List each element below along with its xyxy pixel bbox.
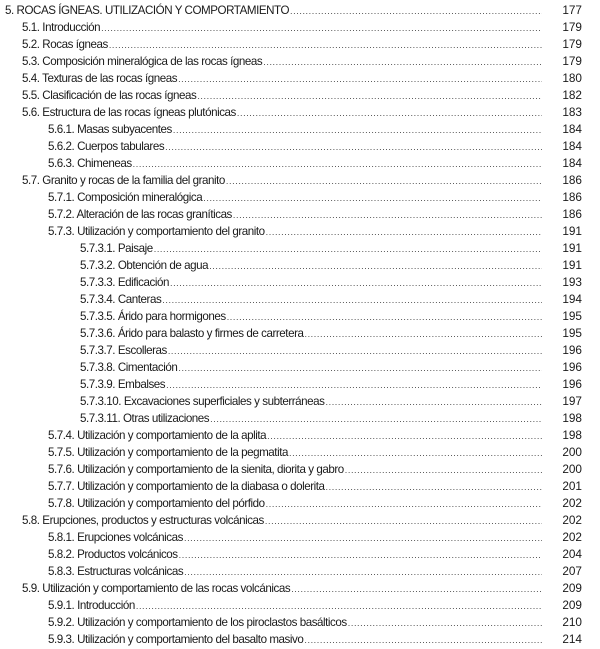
dot-leader: [184, 530, 542, 547]
toc-entry-page-number: 210: [562, 615, 582, 629]
dot-leader: [109, 37, 542, 54]
dot-leader: [233, 207, 542, 224]
toc-entry[interactable]: [0, 580, 600, 597]
toc-entry-title: 5.7.1. Composición mineralógica: [48, 191, 203, 204]
dot-leader: [267, 428, 542, 445]
dot-leader: [289, 445, 542, 462]
toc-entry-page-number: 198: [562, 411, 582, 425]
toc-entry-title: 5.7.3.3. Edificación: [80, 276, 169, 289]
toc-entry-title: 5.8.3. Estructuras volcánicas: [48, 565, 184, 578]
toc-entry-page-number: 196: [562, 343, 582, 357]
toc-entry[interactable]: [0, 240, 600, 257]
toc-entry[interactable]: [0, 53, 600, 70]
toc-entry[interactable]: [0, 104, 600, 121]
dot-leader: [166, 377, 542, 394]
toc-entry-page-number: 179: [562, 37, 582, 51]
dot-leader: [266, 224, 542, 241]
dot-leader: [345, 462, 542, 479]
toc-entry[interactable]: [0, 19, 600, 36]
toc-entry-title: 5.6.2. Cuerpos tabulares: [48, 140, 165, 153]
toc-entry-title: 5.9.2. Utilización y comportamiento de los piroclastos basálticos: [48, 616, 347, 629]
toc-entry-page-number: 197: [562, 394, 582, 408]
dot-leader: [304, 632, 542, 649]
toc-entry[interactable]: [0, 189, 600, 206]
toc-entry-page-number: 202: [562, 513, 582, 527]
toc-entry-page-number: 191: [562, 258, 582, 272]
toc-entry[interactable]: [0, 614, 600, 631]
dot-leader: [291, 581, 542, 598]
toc-entry-title: 5.8. Erupciones, productos y estructuras volcánicas: [22, 514, 264, 527]
toc-entry[interactable]: [0, 529, 600, 546]
toc-entry[interactable]: [0, 478, 600, 495]
toc-entry-page-number: 209: [562, 581, 582, 595]
toc-entry-page-number: 196: [562, 377, 582, 391]
toc-entry[interactable]: [0, 597, 600, 614]
toc-entry-title: 5.4. Texturas de las rocas ígneas: [22, 72, 178, 85]
toc-entry-page-number: 200: [562, 445, 582, 459]
toc-entry-page-number: 195: [562, 326, 582, 340]
toc-entry-title: 5.5. Clasificación de las rocas ígneas: [22, 89, 197, 102]
dot-leader: [173, 122, 542, 139]
toc-entry-page-number: 184: [562, 156, 582, 170]
toc-entry-title: 5.9.3. Utilización y comportamiento del basalto masivo: [48, 633, 304, 646]
toc-entry-title: 5.2. Rocas ígneas: [22, 38, 108, 51]
dot-leader: [101, 20, 542, 37]
dot-leader: [136, 598, 542, 615]
dot-leader: [162, 292, 542, 309]
toc-entry[interactable]: [0, 274, 600, 291]
toc-entry[interactable]: [0, 121, 600, 138]
toc-entry[interactable]: [0, 138, 600, 155]
toc-entry-page-number: 202: [562, 496, 582, 510]
dot-leader: [178, 360, 542, 377]
toc-entry-page-number: 180: [562, 71, 582, 85]
toc-entry-page-number: 204: [562, 547, 582, 561]
dot-leader: [304, 326, 542, 343]
toc-entry[interactable]: [0, 87, 600, 104]
toc-entry[interactable]: [0, 36, 600, 53]
toc-entry-title: 5.6.3. Chimeneas: [48, 157, 132, 170]
toc-entry-title: 5.3. Composición mineralógica de las rocas ígneas: [22, 55, 263, 68]
toc-entry-title: 5.8.2. Productos volcánicos: [48, 548, 178, 561]
toc-entry-title: 5.7.3.7. Escolleras: [80, 344, 167, 357]
toc-entry-title: 5.9.1. Introducción: [48, 599, 135, 612]
toc-entry-title: 5.7.3.11. Otras utilizaciones: [80, 412, 210, 425]
toc-entry-title: 5.9. Utilización y comportamiento de las rocas volcánicas: [22, 582, 291, 595]
toc-entry[interactable]: [0, 461, 600, 478]
toc-entry[interactable]: [0, 325, 600, 342]
toc-entry-title: 5.7.2. Alteración de las rocas graníticas: [48, 208, 232, 221]
dot-leader: [348, 615, 542, 632]
toc-entry-title: 5.7.6. Utilización y comportamiento de la sienita, diorita y gabro: [48, 463, 344, 476]
toc-entry-page-number: 191: [562, 241, 582, 255]
dot-leader: [266, 496, 542, 513]
toc-entry[interactable]: [0, 546, 600, 563]
toc-entry-page-number: 186: [562, 207, 582, 221]
dot-leader: [237, 105, 542, 122]
dot-leader: [227, 309, 542, 326]
toc-entry-page-number: 200: [562, 462, 582, 476]
toc-entry-title: 5.6. Estructura de las rocas ígneas plutónicas: [22, 106, 236, 119]
toc-entry-page-number: 184: [562, 122, 582, 136]
toc-entry-page-number: 186: [562, 190, 582, 204]
toc-entry-page-number: 209: [562, 598, 582, 612]
toc-entry[interactable]: [0, 223, 600, 240]
toc-entry[interactable]: [0, 359, 600, 376]
toc-entry-page-number: 191: [562, 224, 582, 238]
toc-entry-title: 5.7.4. Utilización y comportamiento de la aplita: [48, 429, 267, 442]
dot-leader: [203, 190, 542, 207]
toc-entry-page-number: 198: [562, 428, 582, 442]
toc-entry-title: 5.7.7. Utilización y comportamiento de la diabasa o dolerita: [48, 480, 325, 493]
toc-entry-title: 5.7.3.9. Embalses: [80, 378, 166, 391]
toc-entry-page-number: 179: [562, 20, 582, 34]
toc-entry-title: 5.7.8. Utilización y comportamiento del pórfido: [48, 497, 265, 510]
toc-entry-page-number: 214: [562, 632, 582, 646]
table-of-contents: [0, 2, 600, 648]
dot-leader: [197, 88, 542, 105]
dot-leader: [178, 71, 542, 88]
toc-entry-page-number: 207: [562, 564, 582, 578]
toc-entry-title: 5.7.3.8. Cimentación: [80, 361, 178, 374]
dot-leader: [290, 3, 542, 20]
toc-entry-page-number: 182: [562, 88, 582, 102]
toc-entry-title: 5.7.3.6. Árido para balasto y firmes de carretera: [80, 327, 304, 340]
toc-entry[interactable]: [0, 631, 600, 648]
dot-leader: [170, 275, 542, 292]
toc-entry[interactable]: [0, 308, 600, 325]
toc-entry-title: 5.7. Granito y rocas de la familia del granito: [22, 174, 225, 187]
toc-entry[interactable]: [0, 2, 600, 19]
dot-leader: [209, 258, 542, 275]
toc-entry-title: 5.7.3.5. Árido para hormigones: [80, 310, 226, 323]
toc-entry[interactable]: [0, 342, 600, 359]
toc-entry-title: 5.6.1. Masas subyacentes: [48, 123, 172, 136]
dot-leader: [326, 479, 542, 496]
dot-leader: [168, 343, 542, 360]
toc-entry-page-number: 195: [562, 309, 582, 323]
toc-entry-page-number: 194: [562, 292, 582, 306]
dot-leader: [226, 173, 542, 190]
toc-entry[interactable]: [0, 155, 600, 172]
toc-entry[interactable]: [0, 495, 600, 512]
toc-entry-title: 5.7.5. Utilización y comportamiento de la pegmatita: [48, 446, 288, 459]
toc-entry[interactable]: [0, 444, 600, 461]
toc-entry-title: 5.7.3. Utilización y comportamiento del granito: [48, 225, 265, 238]
dot-leader: [133, 156, 542, 173]
toc-entry-title: 5.7.3.4. Canteras: [80, 293, 162, 306]
toc-entry[interactable]: [0, 427, 600, 444]
toc-entry-title: 5.7.3.1. Paisaje: [80, 242, 153, 255]
toc-entry-page-number: 186: [562, 173, 582, 187]
toc-entry[interactable]: [0, 291, 600, 308]
dot-leader: [179, 547, 542, 564]
toc-entry-page-number: 193: [562, 275, 582, 289]
toc-entry-title: 5.8.1. Erupciones volcánicas: [48, 531, 183, 544]
toc-entry[interactable]: [0, 563, 600, 580]
toc-entry-page-number: 177: [562, 3, 582, 17]
toc-entry[interactable]: [0, 512, 600, 529]
toc-entry-page-number: 179: [562, 54, 582, 68]
toc-entry-title: 5.7.3.10. Excavaciones superficiales y subterráneas: [80, 395, 325, 408]
toc-entry-page-number: 183: [562, 105, 582, 119]
toc-entry-title: 5.7.3.2. Obtención de agua: [80, 259, 209, 272]
toc-entry[interactable]: [0, 393, 600, 410]
toc-entry-page-number: 202: [562, 530, 582, 544]
toc-entry-page-number: 184: [562, 139, 582, 153]
toc-entry-page-number: 201: [562, 479, 582, 493]
dot-leader: [263, 54, 542, 71]
toc-entry[interactable]: [0, 410, 600, 427]
dot-leader: [326, 394, 543, 411]
toc-entry-page-number: 196: [562, 360, 582, 374]
toc-entry[interactable]: [0, 70, 600, 87]
toc-entry-title: 5. ROCAS ÍGNEAS. UTILIZACIÓN Y COMPORTAMIENTO: [5, 4, 290, 17]
toc-entry[interactable]: [0, 376, 600, 393]
dot-leader: [184, 564, 542, 581]
dot-leader: [165, 139, 542, 156]
toc-entry[interactable]: [0, 206, 600, 223]
dot-leader: [154, 241, 542, 258]
toc-entry[interactable]: [0, 172, 600, 189]
dot-leader: [265, 513, 542, 530]
toc-entry[interactable]: [0, 257, 600, 274]
toc-entry-title: 5.1. Introducción: [22, 21, 101, 34]
dot-leader: [210, 411, 542, 428]
